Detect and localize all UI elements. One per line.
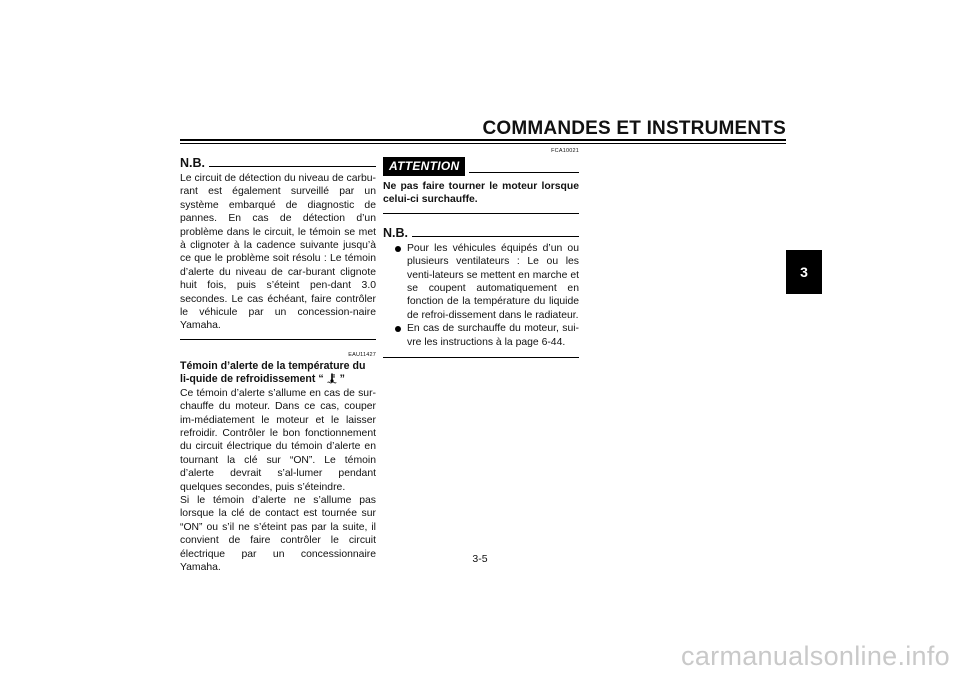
coolant-temperature-icon bbox=[327, 373, 337, 384]
note-label: N.B. bbox=[180, 156, 205, 170]
caution-end-rule bbox=[383, 213, 579, 214]
note-end-rule bbox=[180, 339, 376, 340]
list-item-text: Pour les véhicules équipés d’un ou plusieurs ventilateurs : Le ou les venti-lateurs se mettent en marche et se coupent automatiquement en fonction de la température du liquide de refroi-dissement dans le radiateur. bbox=[407, 242, 579, 321]
note-heading bbox=[180, 156, 376, 170]
section-title bbox=[180, 360, 376, 387]
section-code: EAU11427 bbox=[348, 351, 376, 358]
list-item bbox=[383, 242, 579, 322]
list-item bbox=[383, 322, 579, 349]
caution-code: FCA10021 bbox=[551, 148, 579, 154]
bullet-dot-icon bbox=[395, 326, 401, 332]
note-end-rule bbox=[383, 357, 579, 358]
page-number: 3-5 bbox=[472, 553, 488, 565]
chapter-tab: 3 bbox=[786, 250, 822, 294]
header-rule-thick bbox=[180, 139, 786, 141]
watermark: carmanualsonline.info bbox=[681, 641, 950, 671]
section-paragraph-2: Si le témoin d’alerte ne s’allume pas lorsque la clé de contact est tournée sur “ON” ou s’il ne s’éteint pas par la suite, il convient de faire contrôler le circuit électrique par un concessionnaire Yamaha. bbox=[180, 494, 376, 573]
note-heading-rule bbox=[209, 166, 376, 167]
section-title-close: ” bbox=[339, 373, 345, 386]
note-heading-rule bbox=[412, 236, 579, 237]
bullet-dot-icon bbox=[395, 246, 401, 252]
caution-badge: ATTENTION bbox=[383, 157, 465, 176]
right-column bbox=[383, 148, 579, 358]
section-paragraph-1: Ce témoin d’alerte s’allume en cas de sur-chauffe du moteur. Dans ce cas, couper im-médiatement le moteur et le laisser refroidir. Contrôler le bon fonctionnement du circuit électrique du témoin d’alerte en tournant la clé sur “ON”. Le témoin d’alerte devrait s’al-lumer pendant quelques secondes, puis s’éteindre. bbox=[180, 387, 376, 493]
note-bullet-list bbox=[383, 242, 579, 349]
caution-text: Ne pas faire tourner le moteur lorsque celui-ci surchauffe. bbox=[383, 181, 579, 206]
section-title-text: Témoin d’alerte de la température du li-quide de refroidissement “ bbox=[180, 359, 366, 386]
caution-heading bbox=[383, 157, 579, 176]
caution-heading-rule bbox=[469, 172, 579, 173]
page-header-title: COMMANDES ET INSTRUMENTS bbox=[482, 118, 786, 139]
list-item-text: En cas de surchauffe du moteur, sui-vre les instructions à la page 6-44. bbox=[407, 323, 579, 348]
header-rule-thin bbox=[180, 143, 786, 144]
note-text: Le circuit de détection du niveau de carbu-rant est également surveillé par un système embarqué de diagnostic de pannes. En cas de détection d’un problème dans le circuit, le témoin se met à clignoter à la cadence suivante jusqu’à ce que le problème soit résolu : Le témoin d’alerte du niveau de car-burant clignote huit fois, puis s’éteint pen-dant 3.0 secondes. Le cas échéant, faire contrôler le véhicule par un concession-naire Yamaha. bbox=[180, 173, 376, 332]
left-column bbox=[180, 156, 376, 574]
note-heading bbox=[383, 226, 579, 240]
note-label: N.B. bbox=[383, 225, 408, 240]
